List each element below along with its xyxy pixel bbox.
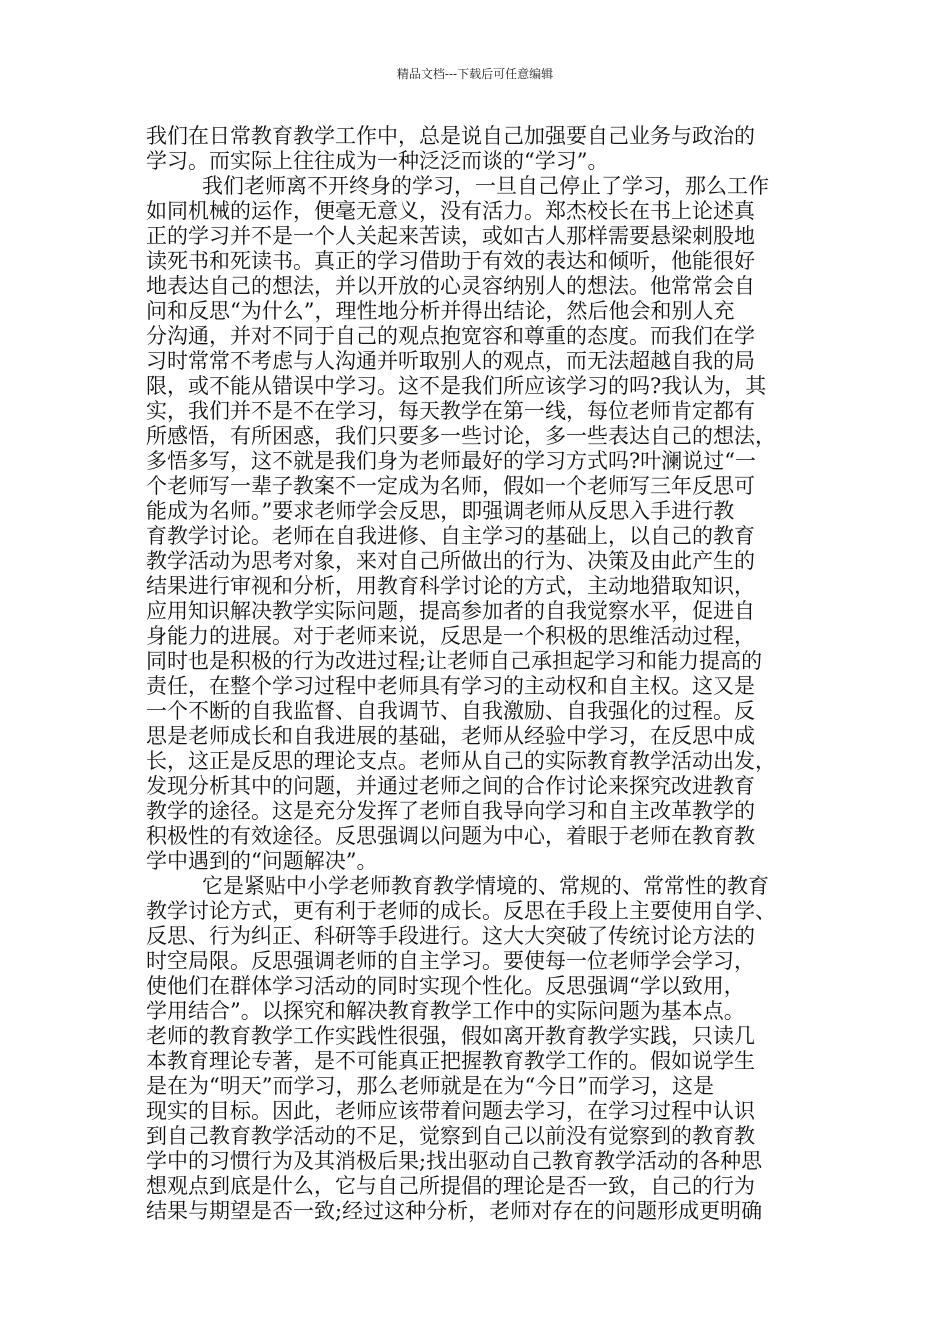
text-line: 限，或不能从错误中学习。这不是我们所应该学习的吗?我认为，其 [146, 374, 767, 398]
text-line: 教学活动为思考对象，来对自己所做出的行为、决策及由此产生的 [146, 549, 755, 573]
text-line: 长，这正是反思的理论支点。老师从自己的实际教育教学活动出发， [146, 749, 776, 773]
text-line: 积极性的有效途径。反思强调以问题为中心，着眼于老师在教育教 [146, 824, 755, 848]
text-line: 学用结合”。以探究和解决教育教学工作中的实际问题为基本点。 [146, 999, 745, 1023]
text-line: 一个不断的自我监督、自我调节、自我激励、自我强化的过程。反 [146, 699, 755, 723]
text-line: 育教学讨论。老师在自我进修、自主学习的基础上，以自己的教育 [146, 524, 755, 548]
text-line: 多悟多写，这不就是我们身为老师最好的学习方式吗?叶澜说过“一 [146, 449, 756, 473]
text-line: 同时也是积极的行为改进过程;让老师自己承担起学习和能力提高的 [146, 649, 763, 673]
text-line: 分沟通，并对不同于自己的观点抱宽容和尊重的态度。而我们在学 [146, 324, 755, 348]
text-line: 能成为名师。”要求老师学会反思，即强调老师从反思入手进行教 [146, 499, 735, 523]
text-line: 我们老师离不开终身的学习，一旦自己停止了学习，那么工作 [202, 174, 769, 198]
text-line: 责任，在整个学习过程中老师具有学习的主动权和自主权。这又是 [146, 674, 755, 698]
body-text [146, 124, 806, 1224]
text-line: 正的学习并不是一个人关起来苦读，或如古人那样需要悬梁刺股地 [146, 224, 755, 248]
text-line: 读死书和死读书。真正的学习借助于有效的表达和倾听，他能很好 [146, 249, 755, 273]
text-line: 应用知识解决教学实际问题，提高参加者的自我觉察水平，促进自 [146, 599, 755, 623]
text-line: 时空局限。反思强调老师的自主学习。要使每一位老师学会学习， [146, 949, 755, 973]
text-line: 实，我们并不是不在学习，每天教学在第一线，每位老师肯定都有 [146, 399, 755, 423]
text-line: 如同机械的运作，便毫无意义，没有活力。郑杰校长在书上论述真 [146, 199, 755, 223]
text-line: 习时常常不考虑与人沟通并听取别人的观点，而无法超越自我的局 [146, 349, 755, 373]
page-header: 精品文档---下载后可任意编辑 [396, 67, 554, 81]
text-line: 它是紧贴中小学老师教育教学情境的、常规的、常常性的教育 [202, 874, 769, 898]
text-line: 想观点到底是什么，它与自己所提倡的理论是否一致，自己的行为 [146, 1174, 755, 1198]
text-line: 本教育理论专著，是不可能真正把握教育教学工作的。假如说学生 [146, 1049, 755, 1073]
text-line: 结果与期望是否一致;经过这种分析，老师对存在的问题形成更明确 [146, 1199, 763, 1223]
text-line: 问和反思“为什么”，理性地分析并得出结论，然后他会和别人充 [146, 299, 735, 323]
text-line: 到自己教育教学活动的不足，觉察到自己以前没有觉察到的教育教 [146, 1124, 755, 1148]
text-line: 所感悟，有所困惑，我们只要多一些讨论，多一些表达自己的想法， [146, 424, 776, 448]
text-line: 是在为“明天”而学习，那么老师就是在为“今日”而学习，这是 [146, 1074, 714, 1098]
text-line: 结果进行审视和分析，用教育科学讨论的方式，主动地猎取知识， [146, 574, 755, 598]
text-line: 老师的教育教学工作实践性很强，假如离开教育教学实践，只读几 [146, 1024, 755, 1048]
text-line: 学中遇到的“问题解决”。 [146, 849, 378, 873]
text-line: 个老师写一辈子教案不一定成为名师，假如一个老师写三年反思可 [146, 474, 755, 498]
text-line: 使他们在群体学习活动的同时实现个性化。反思强调“学以致用， [146, 974, 745, 998]
text-line: 思是老师成长和自我进展的基础，老师从经验中学习，在反思中成 [146, 724, 755, 748]
text-line: 教学讨论方式，更有利于老师的成长。反思在手段上主要使用自学、 [146, 899, 776, 923]
text-line: 现实的目标。因此，老师应该带着问题去学习，在学习过程中认识 [146, 1099, 755, 1123]
text-line: 发现分析其中的问题，并通过老师之间的合作讨论来探究改进教育 [146, 774, 755, 798]
text-line: 反思、行为纠正、科研等手段进行。这大大突破了传统讨论方法的 [146, 924, 755, 948]
text-line: 地表达自己的想法，并以开放的心灵容纳别人的想法。他常常会自 [146, 274, 755, 298]
text-line: 身能力的进展。对于老师来说，反思是一个积极的思维活动过程， [146, 624, 755, 648]
text-line: 我们在日常教育教学工作中，总是说自己加强要自己业务与政治的 [146, 124, 755, 148]
text-line: 学习。而实际上往往成为一种泛泛而谈的“学习”。 [146, 149, 609, 173]
text-line: 学中的习惯行为及其消极后果;找出驱动自己教育教学活动的各种思 [146, 1149, 763, 1173]
text-line: 教学的途径。这是充分发挥了老师自我导向学习和自主改革教学的 [146, 799, 755, 823]
